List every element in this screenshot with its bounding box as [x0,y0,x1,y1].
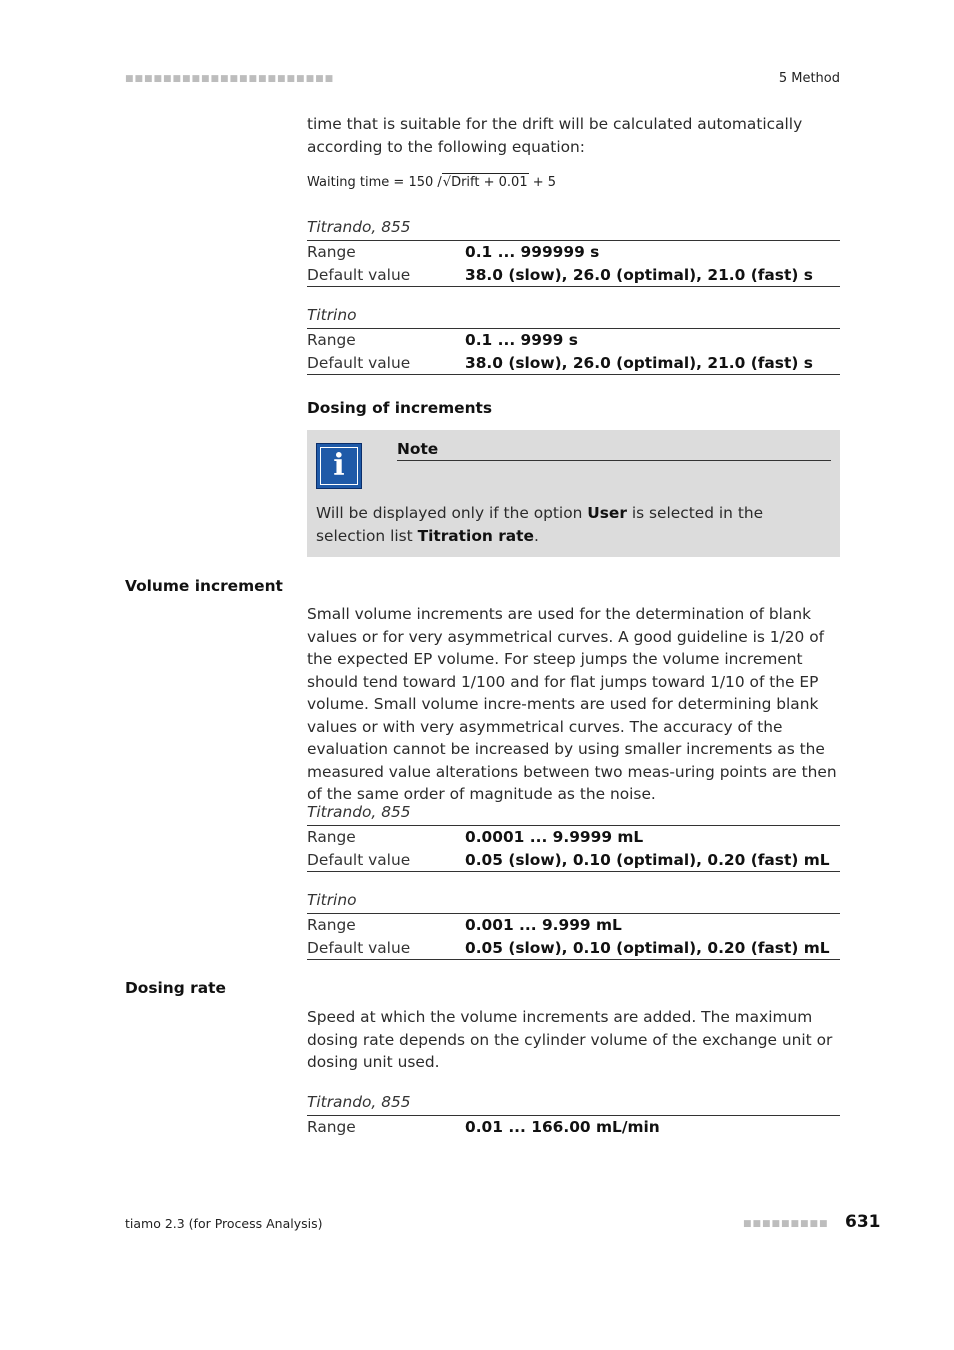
equation-prefix: Waiting time = 150 / [307,175,442,190]
table-row [307,241,840,264]
parameter-heading: Volume increment [125,577,283,595]
table-title: Titrino [307,891,357,909]
parameter-table [307,1115,840,1139]
range-label: Range [307,331,356,349]
default-label: Default value [307,850,411,869]
range-label: Range [307,916,356,934]
parameter-table [307,913,840,960]
parameter-table [307,825,840,872]
table-title: Titrando, 855 [307,803,411,821]
chapter-title: 5 Method [778,71,840,86]
range-value: 0.1 ... 9999 s [465,331,578,349]
info-icon-glyph: i [320,447,358,485]
range-label: Range [307,1118,356,1136]
note-text: Will be displayed only if the option User is selected in the selection list Titration rate. [316,504,764,545]
table-title: Titrando, 855 [307,218,411,236]
dosing-rate-description: Speed at which the volume increments are added. The maximum dosing rate depends on the cylinder volume of the exchange unit or dosing unit used. [307,1008,833,1071]
range-value: 0.1 ... 999999 s [465,243,600,261]
default-label: Default value [307,353,411,372]
range-value: 0.001 ... 9.999 mL [465,916,622,934]
range-label: Range [307,828,356,846]
range-label: Range [307,243,356,261]
intro-paragraph: time that is suitable for the drift will be calculated automatically according to the following equation: [307,115,803,156]
section-heading: Dosing of increments [307,399,493,417]
default-value: 0.05 (slow), 0.10 (optimal), 0.20 (fast) mL [465,938,830,957]
equation-sqrt: √Drift + 0.01 [442,175,528,190]
product-name: tiamo 2.3 (for Process Analysis) [125,1216,323,1231]
page-number: 631 [845,1212,881,1232]
table-row [307,329,840,352]
table-row [307,914,840,937]
range-value: 0.0001 ... 9.9999 mL [465,828,644,846]
note-title: Note [397,440,831,461]
default-value: 38.0 (slow), 26.0 (optimal), 21.0 (fast) s [465,353,813,372]
range-value: 0.01 ... 166.00 mL/min [465,1118,660,1136]
default-label: Default value [307,265,411,284]
table-row [307,937,840,960]
table-title: Titrando, 855 [307,1093,411,1111]
parameter-heading: Dosing rate [125,979,226,997]
default-value: 0.05 (slow), 0.10 (optimal), 0.20 (fast) mL [465,850,830,869]
table-row [307,352,840,375]
note-box [307,430,840,557]
header-decoration: ■■■■■■■■■■■■■■■■■■■■■■ [125,74,335,84]
info-icon [316,443,362,489]
table-row [307,264,840,287]
table-row [307,849,840,872]
table-title: Titrino [307,306,357,324]
default-label: Default value [307,938,411,957]
parameter-table [307,240,840,287]
default-value: 38.0 (slow), 26.0 (optimal), 21.0 (fast) s [465,265,813,284]
footer-decoration: ■■■■■■■■■ [743,1219,829,1229]
equation-suffix: + 5 [528,175,557,190]
table-row [307,826,840,849]
volume-increment-description: Small volume increments are used for the determination of blank values or for very asymmetrical curves. A good guideline is 1/20 of the expected EP volume. For steep jumps the volume increment should tend toward 1/100 and for flat jumps toward 1/10 of the EP volume. Small volume incre-ments are used for determining blank values or with very asymmetrical curves. The accuracy of the evaluation cannot be increased by using smaller increments as the measured value alterations between two meas-uring points are then of the same order of magnitude as the noise. [307,605,837,803]
option-user: User [587,504,627,522]
waiting-time-equation [307,170,556,196]
table-row [307,1116,840,1139]
option-titration-rate: Titration rate [417,526,534,545]
parameter-table [307,328,840,375]
